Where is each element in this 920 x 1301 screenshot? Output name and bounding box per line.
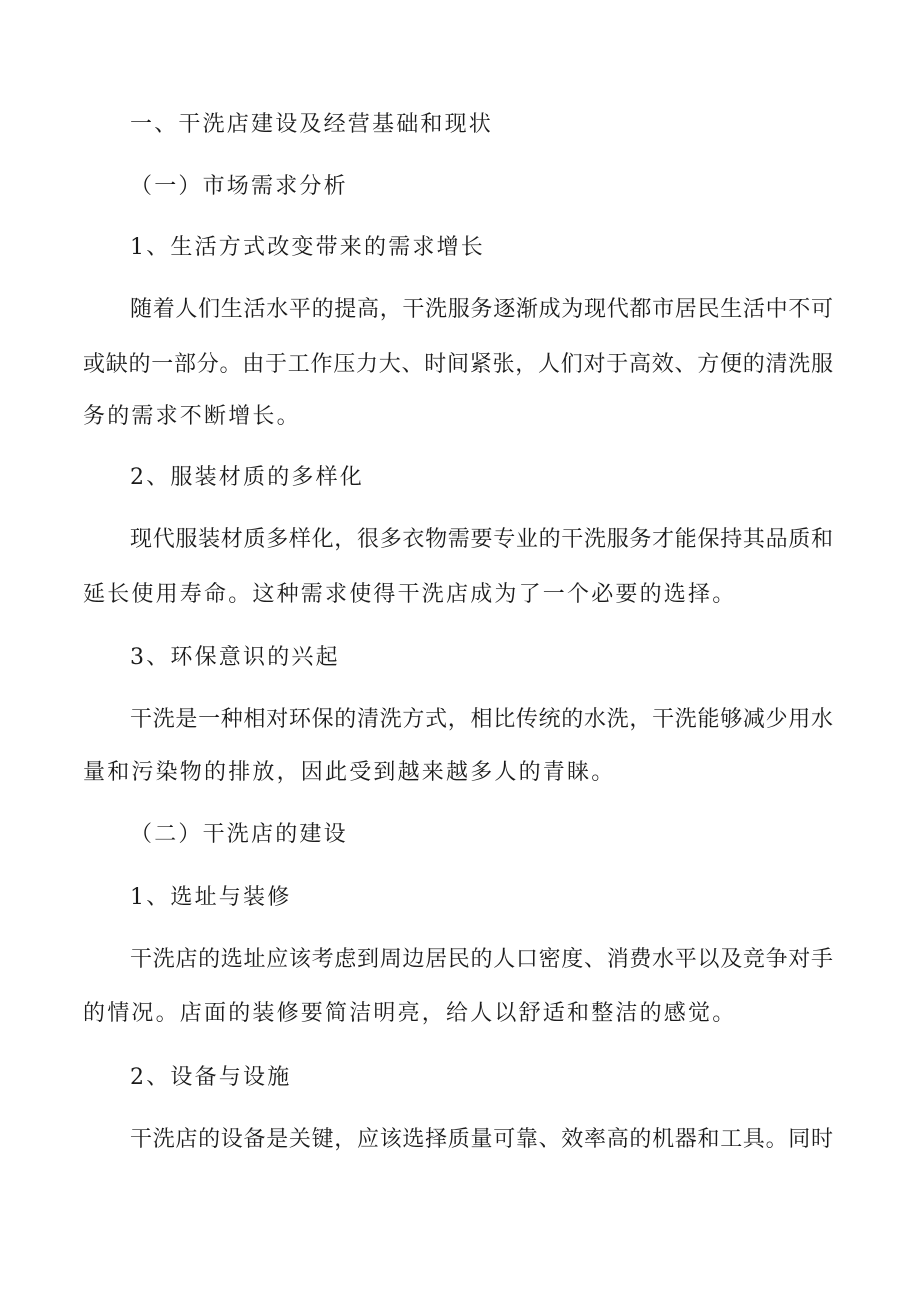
paragraph-line: 干洗店的设备是关键，应该选择质量可靠、效率高的机器和工具。同时 [130, 1127, 833, 1152]
item-heading: 2、设备与设施 [130, 1065, 292, 1090]
paragraph-line: 务的需求不断增长。 [83, 404, 301, 429]
item-heading: 2、服装材质的多样化 [130, 465, 364, 490]
item-heading: 3、环保意识的兴起 [130, 645, 340, 670]
subsection-heading: （二）干洗店的建设 [130, 822, 348, 847]
paragraph-line: 随着人们生活水平的提高，干洗服务逐渐成为现代都市居民生活中不可 [130, 297, 833, 322]
paragraph-line: 干洗店的选址应该考虑到周边居民的人口密度、消费水平以及竞争对手 [130, 947, 833, 972]
paragraph-line: 现代服装材质多样化，很多衣物需要专业的干洗服务才能保持其品质和 [130, 527, 833, 552]
subsection-heading: （一）市场需求分析 [130, 174, 348, 199]
section-heading: 一、干洗店建设及经营基础和现状 [130, 112, 494, 137]
item-heading: 1、选址与装修 [130, 885, 292, 910]
paragraph-line: 干洗是一种相对环保的清洗方式，相比传统的水洗，干洗能够减少用水 [130, 707, 833, 732]
paragraph-line: 延长使用寿命。这种需求使得干洗店成为了一个必要的选择。 [83, 582, 737, 607]
paragraph-line: 的情况。店面的装修要简洁明亮，给人以舒适和整洁的感觉。 [83, 1001, 737, 1026]
item-heading: 1、生活方式改变带来的需求增长 [130, 235, 485, 260]
paragraph-line: 量和污染物的排放，因此受到越来越多人的青睐。 [83, 760, 616, 785]
paragraph-line: 或缺的一部分。由于工作压力大、时间紧张，人们对于高效、方便的清洗服 [83, 352, 833, 377]
